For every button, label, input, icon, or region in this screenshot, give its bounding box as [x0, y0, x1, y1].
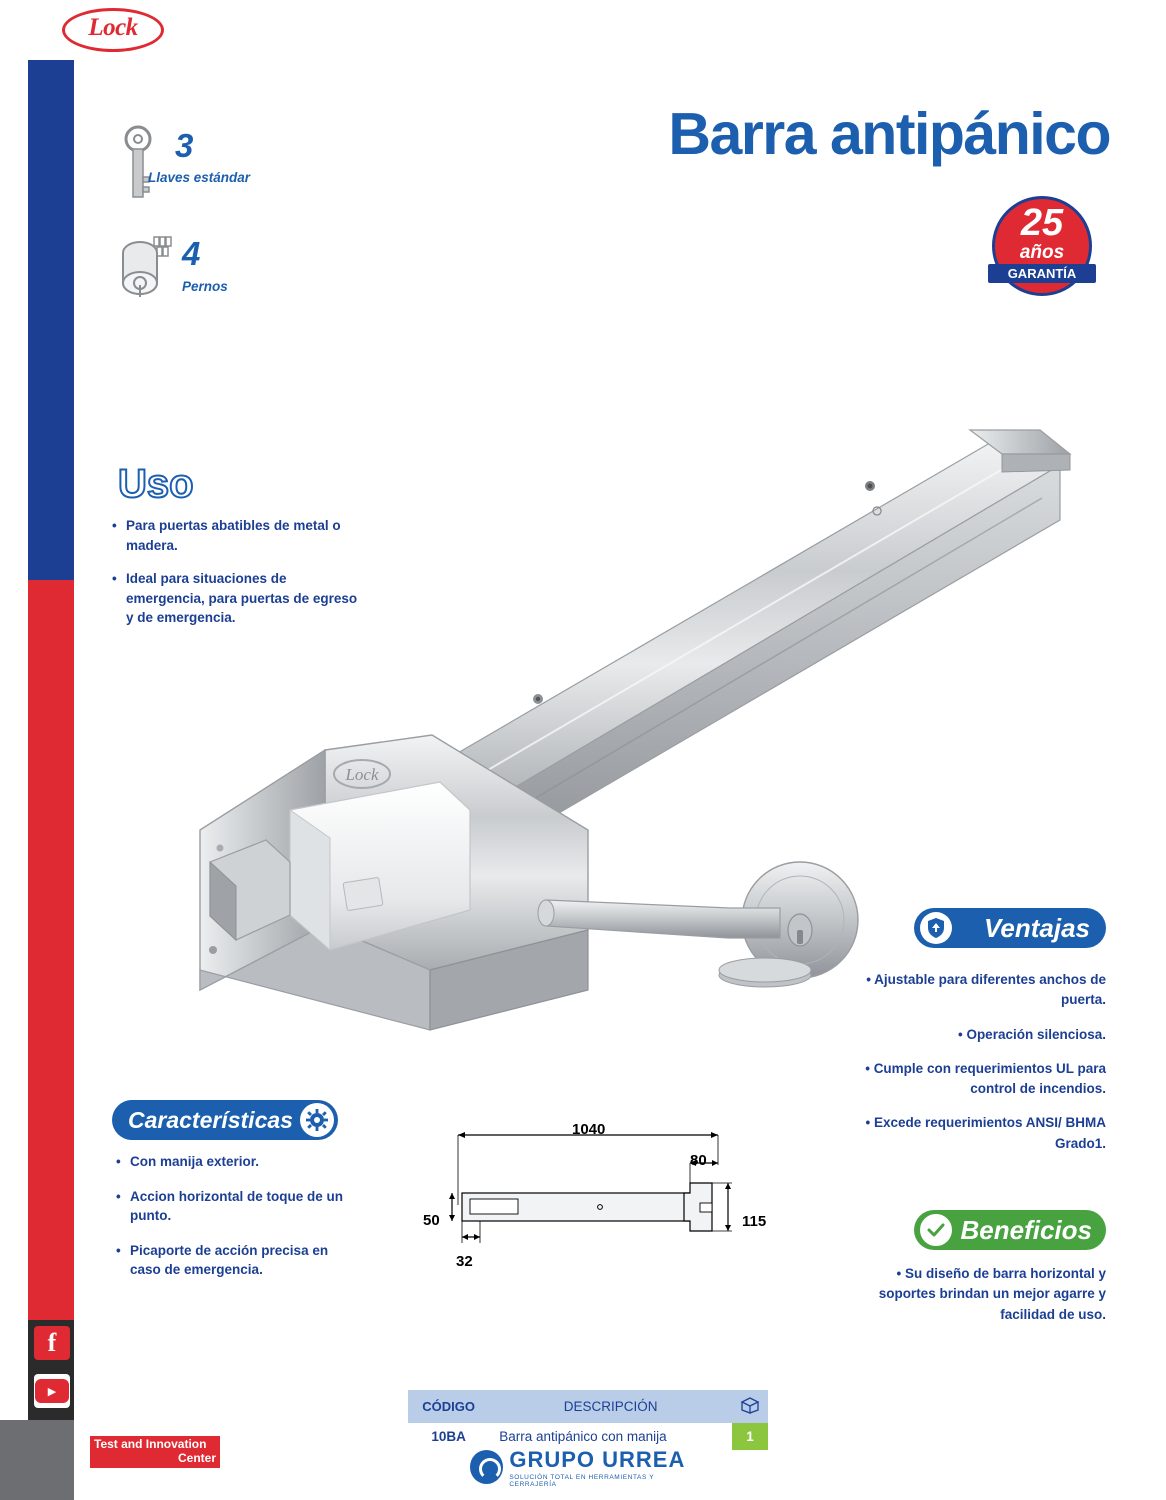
svg-text:Lock: Lock: [345, 765, 379, 784]
left-accent-bar-blue: [28, 60, 74, 580]
spec-keys-label: Llaves estándar: [148, 170, 251, 185]
list-item: • Cumple con requerimientos UL para control de incendios.: [865, 1060, 1106, 1096]
list-item: • Excede requerimientos ANSI/ BHMA Grado1.: [865, 1115, 1106, 1151]
test-innovation-center: [90, 1424, 220, 1468]
list-item: • Con manija exterior.: [112, 1152, 362, 1172]
urrea-mark-icon: [470, 1450, 503, 1484]
caracteristicas-banner: [112, 1100, 338, 1140]
beneficios-banner: [914, 1210, 1106, 1250]
spec-keys-number: 3: [175, 127, 194, 164]
shield-icon: [920, 912, 952, 944]
beneficios-heading: Beneficios: [960, 1214, 1092, 1245]
table-header-description: DESCRIPCIÓN: [489, 1390, 732, 1423]
left-accent-bar-red: [28, 580, 74, 1320]
dim-width: 80: [690, 1152, 707, 1169]
warranty-badge: [988, 196, 1096, 300]
table-cell-description: Barra antipánico con manija: [489, 1423, 732, 1450]
key-icon: [120, 125, 160, 201]
list-item: • Su diseño de barra horizontal y soportes brindan un mejor agarre y facilidad de uso.: [878, 1266, 1106, 1322]
cylinder-icon: [120, 235, 176, 307]
page-title: Barra antipánico: [668, 101, 1110, 167]
list-item-text: Ajustable para diferentes anchos de puerta.: [874, 972, 1106, 1008]
check-icon: [918, 1212, 954, 1248]
spec-keys: [120, 125, 320, 205]
warranty-garantia-label: GARANTÍA: [988, 264, 1096, 283]
dim-length: 1040: [572, 1121, 606, 1138]
list-item-text: Excede requerimientos ANSI/ BHMA Grado1.: [873, 1115, 1106, 1151]
tic-box: [90, 1436, 220, 1468]
spec-pins-label: Pernos: [182, 279, 228, 294]
product-photo: [140, 410, 1080, 1050]
spec-pins-number: 4: [182, 235, 201, 272]
list-item-text: Cumple con requerimientos UL para control de incendios.: [873, 1060, 1106, 1096]
table-cell-code: 10BA: [408, 1423, 489, 1450]
list-item: • Para puertas abatibles de metal o madera.: [112, 516, 362, 555]
list-item: • Picaporte de acción precisa en caso de emergencia.: [112, 1241, 362, 1280]
spec-pins: [120, 235, 320, 315]
evaluated-label: PRODUCTO EVALUADO EN: [90, 1424, 213, 1434]
facebook-glyph: f: [47, 1328, 57, 1357]
uso-heading: Uso: [118, 462, 194, 506]
table-header-code: CÓDIGO: [408, 1390, 489, 1423]
caracteristicas-list: [112, 1152, 362, 1295]
list-item-text: Su diseño de barra horizontal y soportes brindan un mejor agarre y facilidad de uso.: [878, 1266, 1106, 1322]
logo-text: Lock: [88, 14, 138, 41]
facebook-icon[interactable]: [34, 1326, 70, 1360]
warranty-anos-label: años: [1019, 242, 1065, 263]
caracteristicas-heading: Características: [128, 1106, 293, 1133]
lock-logo: [62, 8, 164, 52]
grupo-urrea-logo: [470, 1444, 700, 1490]
youtube-icon[interactable]: [34, 1374, 70, 1408]
list-item: • Ajustable para diferentes anchos de puerta.: [866, 972, 1106, 1008]
list-item: • Ideal para situaciones de emergencia, para puertas de egreso y de emergencia.: [112, 569, 362, 628]
tic-line2: Center: [177, 1450, 216, 1465]
youtube-glyph: ▶: [35, 1379, 69, 1403]
ventajas-banner: [914, 908, 1106, 948]
ventajas-heading: Ventajas: [984, 912, 1090, 943]
urrea-tagline: SOLUCIÓN TOTAL EN HERRAMIENTAS Y CERRAJERÍA: [509, 1473, 655, 1488]
table-header-row: [408, 1390, 768, 1423]
dim-depth: 32: [456, 1253, 473, 1270]
list-item-text: Operación silenciosa.: [966, 1026, 1106, 1042]
table-cell-qty: 1: [732, 1423, 768, 1450]
product-table: [408, 1390, 768, 1450]
list-item: • Operación silenciosa.: [957, 1026, 1106, 1042]
dim-total: 115: [742, 1213, 767, 1230]
tic-line1: Test and Innovation: [94, 1437, 207, 1451]
beneficios-list: [848, 1264, 1106, 1339]
box-icon: [732, 1390, 768, 1423]
dim-height: 50: [423, 1212, 440, 1229]
gear-icon: [300, 1103, 334, 1137]
list-item: • Accion horizontal de toque de un punto.: [112, 1187, 362, 1226]
urrea-name: GRUPO URREA: [509, 1446, 686, 1472]
warranty-years: 25: [1020, 202, 1064, 244]
ventajas-list: [848, 970, 1106, 1168]
